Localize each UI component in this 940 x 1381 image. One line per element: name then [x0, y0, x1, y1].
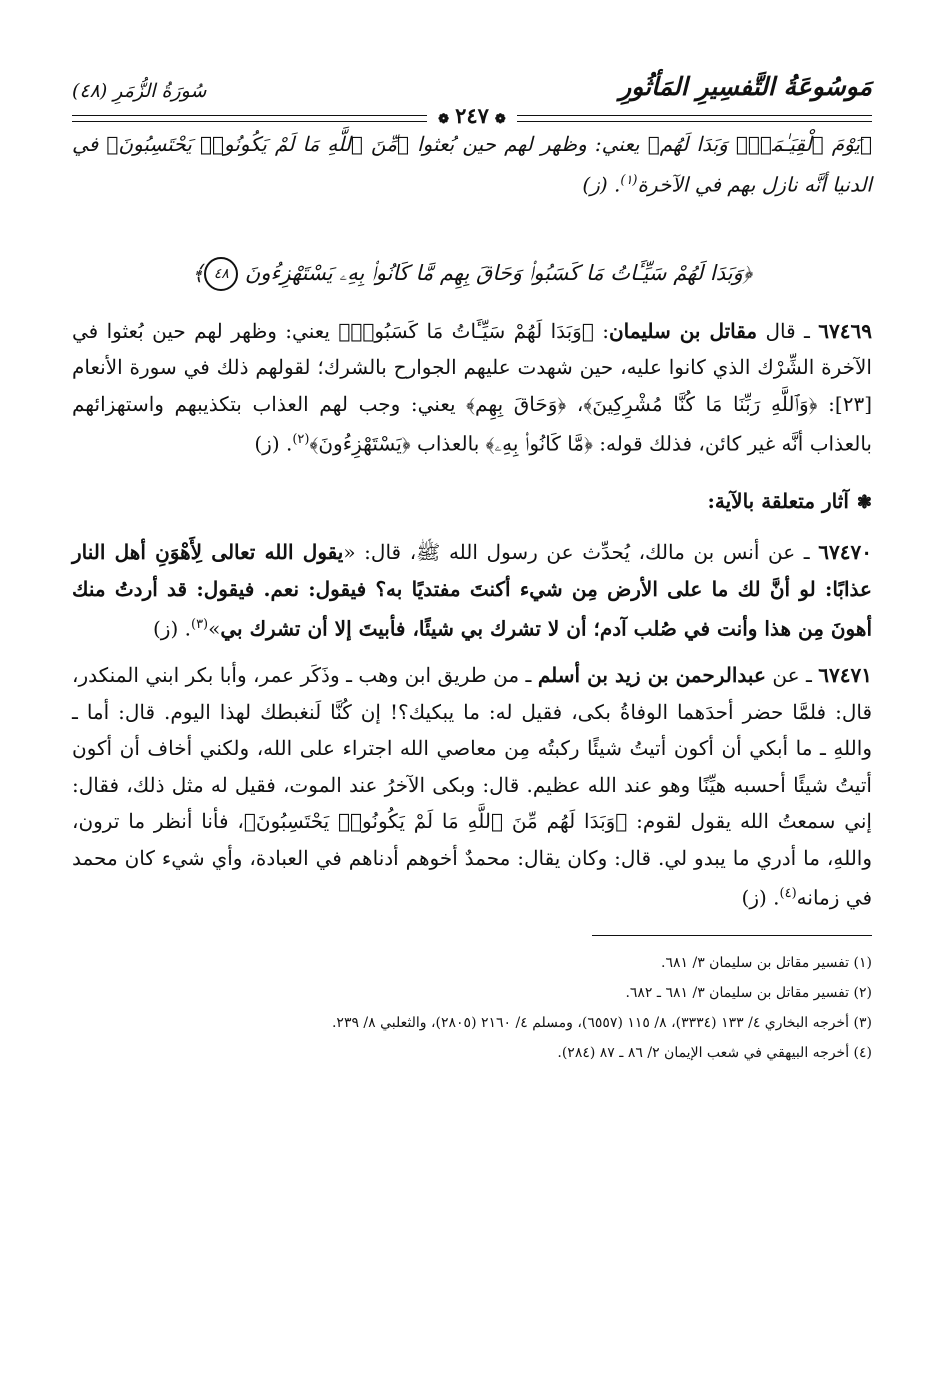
intro-line-1: ﴿يَوْمَ ٱلْقِيَـٰمَةِۚ وَبَدَا لَهُم﴾ يعني: وظهر لهم حين بُعثوا ﴿مِّنَ ٱللَّهِ مَا لَمْ يَكُونُوا۟ يَحْتَسِبُونَ﴾ [106, 132, 873, 156]
surah-title: سُورَةُ الزُّمَرِ (٤٨) [72, 80, 207, 102]
footnote-3: (٣) أخرجه البخاري ٤/ ١٣٣ (٣٣٣٤)، ٨/ ١١٥ (٦٥٥٧)، ومسلم ٤/ ٢١٦٠ (٢٨٠٥)، والثعلبي ٨/ ٢٣٩. [331, 1014, 872, 1031]
footnotes [72, 948, 872, 1068]
ornament-icon: ❁ [494, 112, 506, 127]
narration-67471 [72, 657, 872, 916]
header-rule-right [517, 115, 872, 122]
footnote-2: (٢) تفسير مقاتل بن سليمان ٣/ ٦٨١ ـ ٦٨٢. [625, 984, 872, 1001]
footnote-separator [592, 935, 872, 936]
book-page [72, 60, 872, 1068]
narration-67469 [72, 313, 872, 463]
footnote-ref-1[interactable]: (١) [620, 172, 638, 188]
narration-number: ٦٧٤٦٩ [818, 318, 872, 343]
ayah-text: ﴿وَبَدَا لَهُمْ سَيِّـَٔاتُ مَا كَسَبُوا۟ وَحَاقَ بِهِم مَّا كَانُوا۟ بِهِۦ يَسْتَهْزِءُونَ [244, 260, 753, 285]
narrator-name: مقاتل بن سليمان [608, 318, 758, 343]
ornament-icon: ❁ [438, 112, 450, 127]
section-title: آثار متعلقة بالآية: [707, 489, 849, 514]
hadith-text: يقول الله تعالى لِأَهْوَنِ أهل النار عذابًا: لو أنَّ لك ما على الأرض مِن شيء أكنتَ مفتديًا به؟ فيقول: نعم. فيقول: قد أردتُ منك أهونَ مِن هذا وأنت في صُلب آدم؛ أن لا تشرك بي شيئًا، فأبيتَ إلا أن تشرك بي [72, 540, 872, 641]
narration-lead: ـ قال [757, 318, 819, 343]
footnote-ref-4[interactable]: (٤) [779, 886, 797, 902]
narration-lead: ـ عن [765, 663, 819, 688]
intro-paragraph [72, 126, 872, 203]
footnote-1: (١) تفسير مقاتل بن سليمان ٣/ ٦٨١. [661, 954, 872, 971]
footnote-ref-3[interactable]: (٣) [190, 617, 209, 633]
narration-number: ٦٧٤٧١ [818, 663, 872, 688]
narration-text: : ﴿وَبَدَا لَهُمْ سَيِّـَٔاتُ مَا كَسَبُوا۟﴾ يعني: وظهر لهم حين بُعثوا في الآخرة الشِّرْك الذي كانوا عليه، حين شهدت عليهم الجوارح بالشرك؛ لقولهم ذلك في سورة الأنعام [٢٣]: ﴿وَٱللَّهِ رَبِّنَا مَا كُنَّا مُشْرِكِينَ﴾، ﴿وَحَاقَ بِهِم﴾ يعني: وجب لهم العذاب بتكذيبهم واستهزائهم بالعذاب أنَّه غير كائن، فذلك قوله: ﴿مَّا كَانُوا۟ بِهِۦ﴾ بالعذاب ﴿يَسْتَهْزِءُونَ﴾ [72, 318, 872, 456]
narration-end: . (ز) [153, 616, 191, 641]
flower-icon: ❃ [856, 492, 872, 514]
narration-67470 [72, 534, 872, 647]
intro-line-2: في الدنيا أنَّه نازل بهم في الآخرة [72, 132, 872, 197]
ayah-number-marker: ٤٨ [204, 257, 238, 291]
footnote-ref-2[interactable]: (٢) [292, 432, 310, 448]
narration-end: . (ز) [254, 431, 293, 456]
intro-end: . (ز) [582, 172, 621, 197]
header-rule-left [72, 115, 427, 122]
book-title: مَوسُوعَةُ التَّفسِيرِ المَأثُورِ [619, 72, 872, 101]
narration-end: . (ز) [741, 886, 780, 911]
narration-number: ٦٧٤٧٠ [818, 540, 872, 565]
section-heading [72, 484, 872, 520]
page-number: ٢٤٧ [455, 103, 489, 128]
narrator-name: عبدالرحمن بن زيد بن أسلم [537, 663, 766, 688]
ayah-verse [72, 253, 872, 293]
running-head [72, 60, 872, 126]
narration-text: ـ من طريق ابن وهب ـ وذَكَر عمر، وأبا بكر ابني المنكدر، قال: فلمَّا حضر أحدَهما الوفاةُ بكى، فقيل له: ما يبكيك؟! إن كُنَّا لَنغبطك لهذا اليوم. قال: أما ـ واللهِ ـ ما أبكي أن أكون أتيتُ شيئًا ركبتُه مِن معاصي الله اجتراء على الله، ولكني أخاف أن أكون أتيتُ شيئًا أحسبه هيِّنًا وهو عند الله عظيم. قال: وبكى الآخرُ عند الموت، فقيل له مثل ذلك، فقال: إني سمعتُ الله يقول لقوم: ﴿وَبَدَا لَهُم مِّنَ ٱللَّهِ مَا لَمْ يَكُونُوا۟ يَحْتَسِبُونَ﴾، فأنا أنظر ما ترون، واللهِ، ما أدري ما يبدو لي. قال: وكان يقال: محمدٌ أخوهم أدناهم في العبادة، وأي شيء كان محمد في زمانه [72, 663, 873, 911]
header-rule [72, 103, 872, 128]
page-number-block [432, 103, 512, 128]
ayah-close: ﴾ [191, 260, 205, 285]
narration-lead: ـ عن أنس بن مالك، يُحدِّث عن رسول الله ﷺ، قال: « [343, 540, 819, 565]
hadith-close: » [208, 616, 221, 641]
footnote-4: (٤) أخرجه البيهقي في شعب الإيمان ٢/ ٨٦ ـ ٨٧ (٢٨٤). [557, 1044, 872, 1061]
